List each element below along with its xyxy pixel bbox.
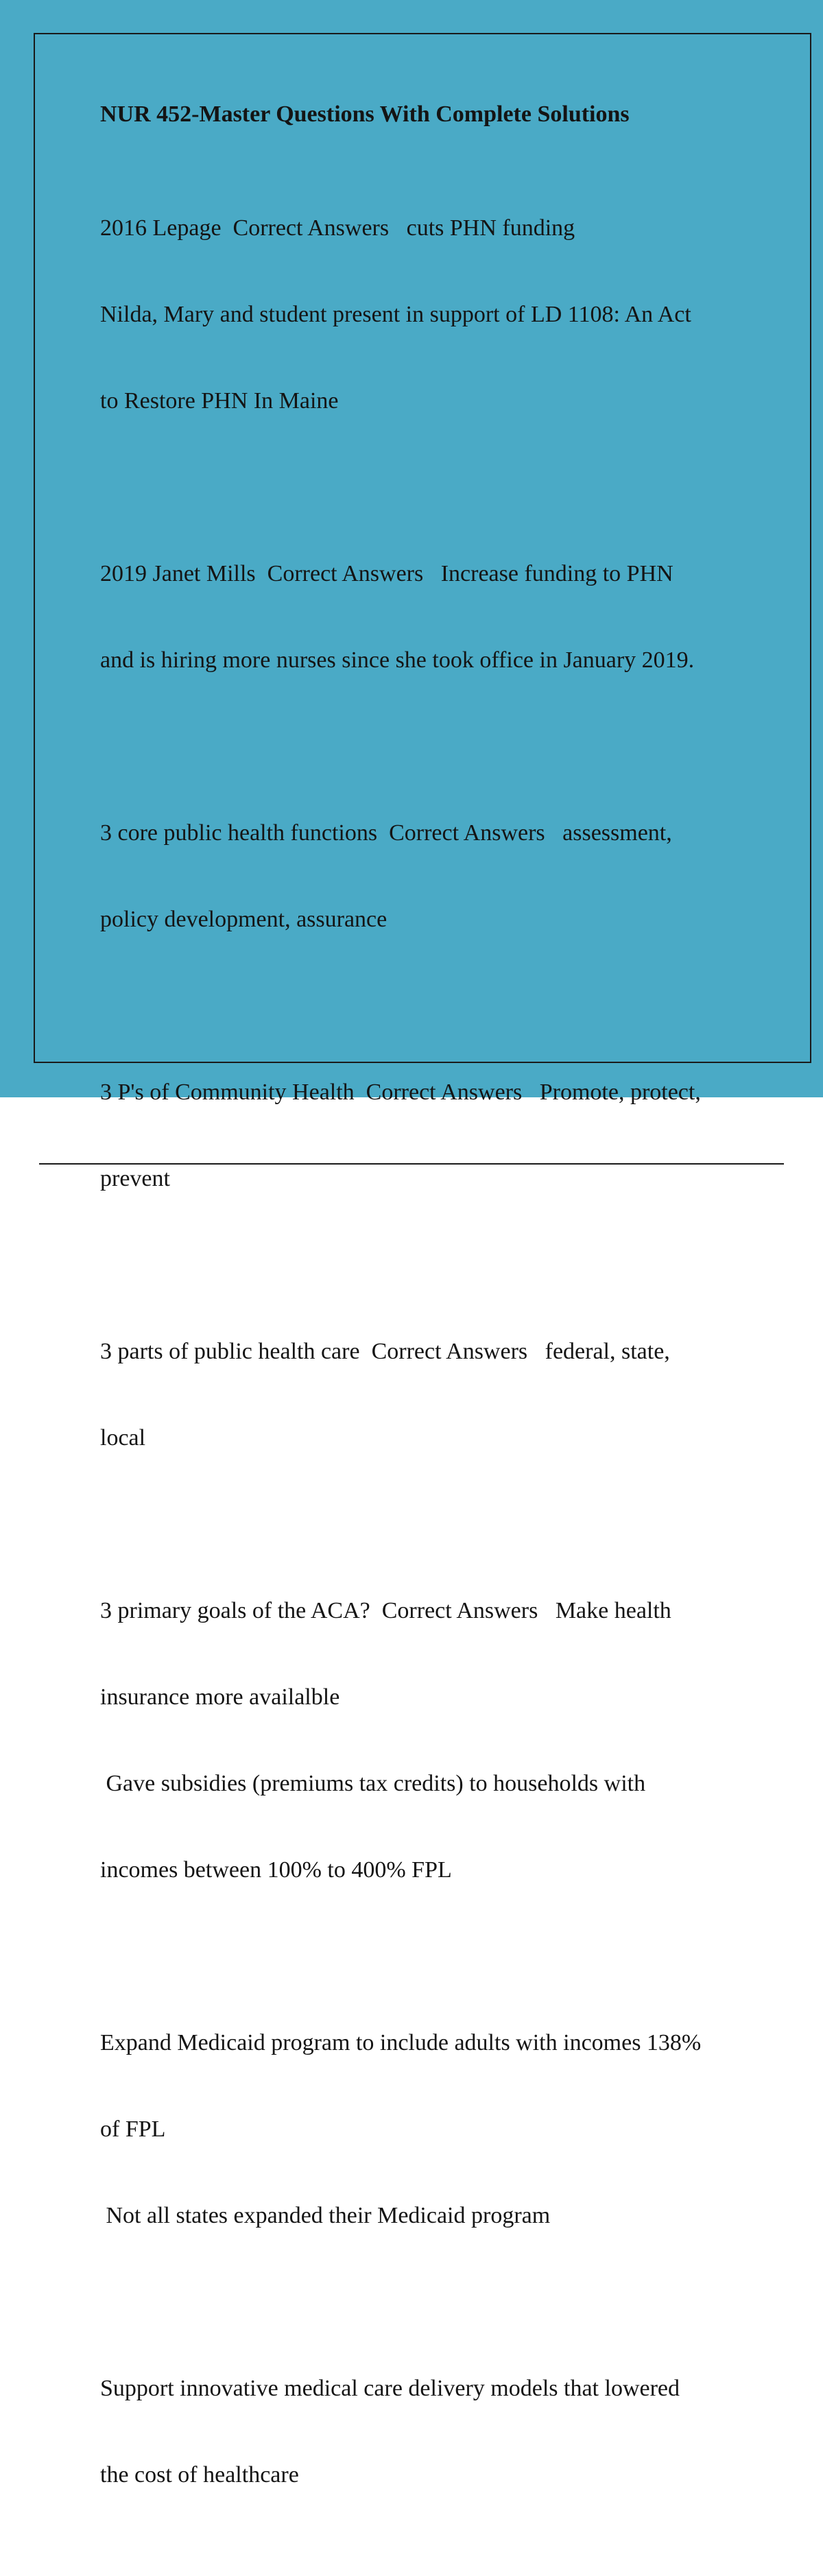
text-line: 3 P's of Community Health Correct Answers Promote, protect, [100, 1080, 701, 1105]
aca-goal-innovation [100, 2317, 745, 2547]
text-line: 3 primary goals of the ACA? Correct Answers Make health [100, 1598, 671, 1623]
text-line: incomes between 100% to 400% FPL [100, 1857, 452, 1883]
text-line: 3 core public health functions Correct Answers assessment, [100, 820, 672, 846]
page-divider [39, 1163, 784, 1165]
text-line: local [100, 1425, 146, 1451]
qa-entry-lepage [100, 156, 745, 473]
document-content [100, 100, 745, 2576]
qa-entry-three-ps [100, 1021, 745, 1251]
text-line: Support innovative medical care delivery models that lowered [100, 2376, 680, 2401]
text-line: Gave subsidies (premiums tax credits) to households with [100, 1771, 646, 1796]
text-line: 3 parts of public health care Correct Answers federal, state, [100, 1339, 670, 1364]
text-line: Nilda, Mary and student present in support of LD 1108: An Act [100, 302, 691, 327]
text-line: 2019 Janet Mills Correct Answers Increase funding to PHN [100, 561, 673, 586]
qa-entry-aca-goals [100, 1539, 745, 1942]
aca-goal-medicaid [100, 1971, 745, 2288]
text-line: policy development, assurance [100, 907, 387, 932]
text-line: insurance more availalble [100, 1684, 340, 1710]
qa-entry-three-parts [100, 1280, 745, 1510]
text-line: to Restore PHN In Maine [100, 388, 339, 414]
text-line: prevent [100, 1166, 170, 1191]
qa-entry-core-functions [100, 761, 745, 992]
document-title: NUR 452-Master Questions With Complete Solutions [100, 102, 630, 127]
text-line: of FPL [100, 2116, 166, 2142]
text-line: and is hiring more nurses since she took office in January 2019. [100, 647, 695, 673]
text-line: Not all states expanded their Medicaid program [100, 2203, 551, 2228]
text-line: 2016 Lepage Correct Answers cuts PHN funding [100, 215, 575, 241]
text-line: Expand Medicaid program to include adults with incomes 138% [100, 2030, 702, 2055]
text-line: the cost of healthcare [100, 2462, 299, 2488]
qa-entry-mills [100, 502, 745, 732]
